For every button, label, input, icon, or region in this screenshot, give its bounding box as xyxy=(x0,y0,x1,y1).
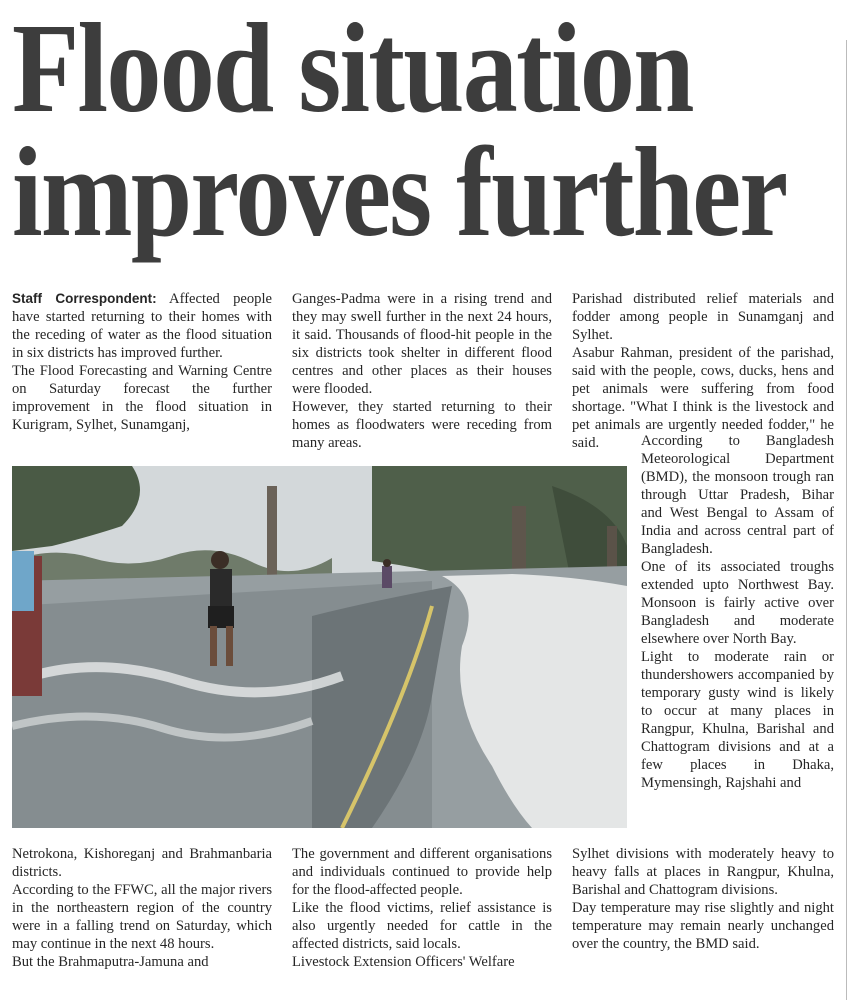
paragraph: One of its associated troughs extended upto Northwest Bay. Monsoon is fairly active over Bangladesh and moderate elsewhere over North Bay. xyxy=(641,559,834,647)
paragraph: Netrokona, Kishoreganj and Brahmanbaria districts. xyxy=(12,846,272,880)
column-1-top xyxy=(12,290,272,434)
headline-line-1: Flood situation xyxy=(12,0,693,139)
paragraph: Asabur Rahman, president of the parishad, said with the people, cows, ducks, hens and pet animals were suffering from food shortage. "What I think is the livestock and pet animals are urgently needed fodder," he said. xyxy=(572,345,834,451)
paragraph: Parishad distributed relief materials and fodder among people in Sunamganj and Sylhet. xyxy=(572,291,834,343)
paragraph: According to the FFWC, all the major rivers in the northeastern region of the country were in a falling trend on Saturday, which may continue in the next 48 hours. xyxy=(12,882,272,952)
paragraph: Day temperature may rise slightly and night temperature may remain nearly unchanged over the country, the BMD said. xyxy=(572,900,834,952)
paragraph: Like the flood victims, relief assistance is also urgently needed for cattle in the affected districts, said locals. xyxy=(292,900,552,952)
flood-photo-illustration xyxy=(12,466,627,828)
paragraph: Livestock Extension Officers' Welfare xyxy=(292,954,515,970)
column-3-top xyxy=(572,290,834,452)
headline-line-2: improves further xyxy=(12,121,787,263)
headline xyxy=(12,0,787,263)
paragraph: Sylhet divisions with moderately heavy to heavy falls at places in Rangpur, Khulna, Barishal and Chattogram divisions. xyxy=(572,846,834,898)
column-rule xyxy=(846,40,847,1000)
lead-text: Affected people have started returning to their homes with the receding of water as the flood situation in six districts has improved further. xyxy=(12,291,272,361)
paragraph: Ganges-Padma were in a rising trend and they may swell further in the next 24 hours, it said. Thousands of flood-hit people in the six districts took shelter in different flood centres and other places as their houses were flooded. xyxy=(292,291,552,397)
column-2-bottom xyxy=(292,845,552,971)
paragraph xyxy=(12,290,272,362)
byline: Staff Correspondent: xyxy=(12,291,157,306)
column-3-bottom xyxy=(572,845,834,953)
paragraph: Light to moderate rain or thundershowers accompanied by temporary gusty wind is likely to occur at many places in Rangpur, Khulna, Barishal and Chattogram divisions and at a few places in Dhaka, Mymensingh, Rajshahi and xyxy=(641,649,834,791)
column-1-bottom xyxy=(12,845,272,971)
column-2-top xyxy=(292,290,552,452)
paragraph: The government and different organisations and individuals continued to provide help for the flood-affected people. xyxy=(292,846,552,898)
flood-photo xyxy=(12,466,627,828)
paragraph: However, they started returning to their homes as floodwaters were receding from many areas. xyxy=(292,399,552,451)
paragraph: According to Bangladesh Meteorological Department (BMD), the monsoon trough ran through Uttar Pradesh, Bihar and West Bengal to Assam of India and across central part of Bangladesh. xyxy=(641,433,834,557)
paragraph: The Flood Forecasting and Warning Centre on Saturday forecast the further improvement in the flood situation in Kurigram, Sylhet, Sunamganj, xyxy=(12,363,272,433)
paragraph: But the Brahmaputra-Jamuna and xyxy=(12,954,209,970)
column-3-side xyxy=(641,432,834,792)
